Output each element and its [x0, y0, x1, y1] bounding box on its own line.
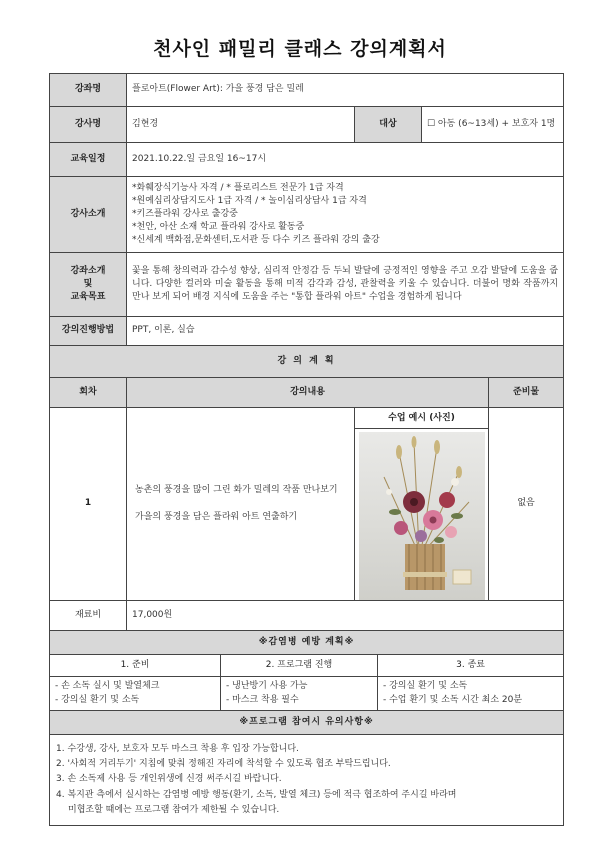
schedule-label: 교육일정 [50, 143, 127, 177]
notice-list [50, 735, 564, 826]
prevention-col-prepare: 1. 준비 [50, 655, 221, 677]
session-column-header: 회차 [50, 378, 127, 408]
notice-header: ※프로그램 참여시 유의사항※ [50, 711, 564, 735]
prevention-col-end: 3. 종료 [378, 655, 564, 677]
prevention-columns-row [50, 655, 564, 677]
intro-line: *원예심리상담지도사 1급 자격 / * 놀이심리상담사 1급 자격 [132, 195, 367, 206]
goal-label-1: 강좌소개 [70, 265, 106, 276]
prevention-item: - 마스크 착용 필수 [226, 694, 299, 705]
prevention-header: ※감염병 예방 계획※ [50, 631, 564, 655]
fee-value: 17,000원 [127, 601, 564, 631]
prevention-item: - 강의실 환기 및 소독 [55, 694, 140, 705]
method-label: 강의진행방법 [50, 317, 127, 346]
method-value: PPT, 이론, 실습 [127, 317, 564, 346]
prevention-progress [221, 677, 378, 711]
intro-list [127, 177, 564, 253]
content-column-header: 강의내용 [127, 378, 489, 408]
flower-arrangement-photo [359, 432, 485, 600]
prevention-prepare [50, 677, 221, 711]
page-title: 천사인 패밀리 클래스 강의계획서 [153, 38, 447, 60]
intro-line: *신세계 백화점,문화센터,도서관 등 다수 키즈 플라워 강의 출강 [132, 235, 380, 246]
plan-header-row [50, 346, 564, 378]
materials-column-header: 준비물 [489, 378, 564, 408]
course-value: 플로아트(Flower Art): 가을 풍경 담은 밀레 [127, 74, 564, 107]
goal-label-2: 및 [83, 278, 93, 289]
notice-item: 3. 손 소독제 사용 등 개인위생에 신경 써주시길 바랍니다. [56, 774, 282, 785]
prevention-item: - 강의실 환기 및 소독 [383, 681, 468, 692]
session-content [127, 408, 355, 601]
instructor-label: 강사명 [50, 107, 127, 143]
method-row [50, 317, 564, 346]
target-label: 대상 [355, 107, 422, 143]
materials-value: 없음 [489, 408, 564, 601]
notice-item: 4. 복지관 측에서 실시하는 감염병 예방 행동(환기, 소독, 발열 체크) 등에 적극 협조하여 주시길 바라며 [56, 789, 457, 800]
course-label: 강좌명 [50, 74, 127, 107]
intro-line: *화훼장식기능사 자격 / * 플로리스트 전문가 1급 자격 [132, 182, 344, 193]
intro-line: *천안, 아산 소재 학교 플라워 강사로 활동중 [132, 222, 305, 233]
notice-item: 2. '사회적 거리두기' 지침에 맞춰 정해진 자리에 착석할 수 있도록 협조 부탁드립니다. [56, 759, 391, 770]
schedule-value: 2021.10.22.일 금요일 16~17시 [127, 143, 564, 177]
session-number: 1 [50, 408, 127, 601]
target-value: ☐ 아동 (6~13세) + 보호자 1명 [422, 107, 564, 143]
intro-row [50, 177, 564, 253]
content-line-2: 가을의 풍경을 담은 플라워 아트 연출하기 [135, 512, 298, 522]
schedule-row [50, 143, 564, 177]
plan-header: 강 의 계 획 [50, 346, 564, 378]
course-row [50, 74, 564, 107]
instructor-row [50, 107, 564, 143]
prevention-item: - 수업 환기 및 소독 시간 최소 20분 [383, 694, 523, 705]
prevention-detail-row [50, 677, 564, 711]
instructor-value: 김현경 [127, 107, 355, 143]
notice-row [50, 735, 564, 826]
prevention-header-row [50, 631, 564, 655]
content-line-1: 농촌의 풍경을 많이 그린 화가 밀레의 작품 만나보기 [135, 484, 338, 495]
intro-line: *키즈플라워 강사로 출강중 [132, 208, 238, 219]
fee-label: 재료비 [50, 601, 127, 631]
notice-item: 1. 수강생, 강사, 보호자 모두 마스크 착용 후 입장 가능합니다. [56, 743, 299, 754]
lecture-plan-table [49, 73, 564, 826]
plan-columns-row [50, 378, 564, 408]
prevention-item: - 냉난방기 사용 가능 [226, 681, 308, 692]
goal-row [50, 253, 564, 317]
notice-header-row [50, 711, 564, 735]
intro-label: 강사소개 [50, 177, 127, 253]
prevention-col-progress: 2. 프로그램 진행 [221, 655, 378, 677]
plan-session-row [50, 408, 564, 601]
prevention-end [378, 677, 564, 711]
goal-text: 꽃을 통해 창의력과 감수성 향상, 심리적 안정감 등 두뇌 발달에 긍정적인 영향을 주고 오감 발달에 도움을 줍니다. 다양한 컬러와 미술 활동을 통해 미적 감각과 감성, 관찰력을 키울 수 있습니다. 더불어 명화 작품까지 만나 보게 되어 배경 지식에 도움을 주는 "통합 플라워 아트" 수업을 경험하게 됩니다 [127, 253, 564, 317]
goal-label [50, 253, 127, 317]
notice-item: 미협조할 때에는 프로그램 참여가 제한될 수 있습니다. [68, 804, 280, 815]
photo-caption: 수업 예시 (사진) [355, 408, 488, 429]
fee-row [50, 601, 564, 631]
flower-arrangement-illustration [359, 432, 485, 600]
goal-label-3: 교육목표 [70, 292, 106, 303]
example-photo-cell [355, 408, 489, 601]
prevention-item: - 손 소독 실시 및 발열체크 [55, 681, 160, 692]
